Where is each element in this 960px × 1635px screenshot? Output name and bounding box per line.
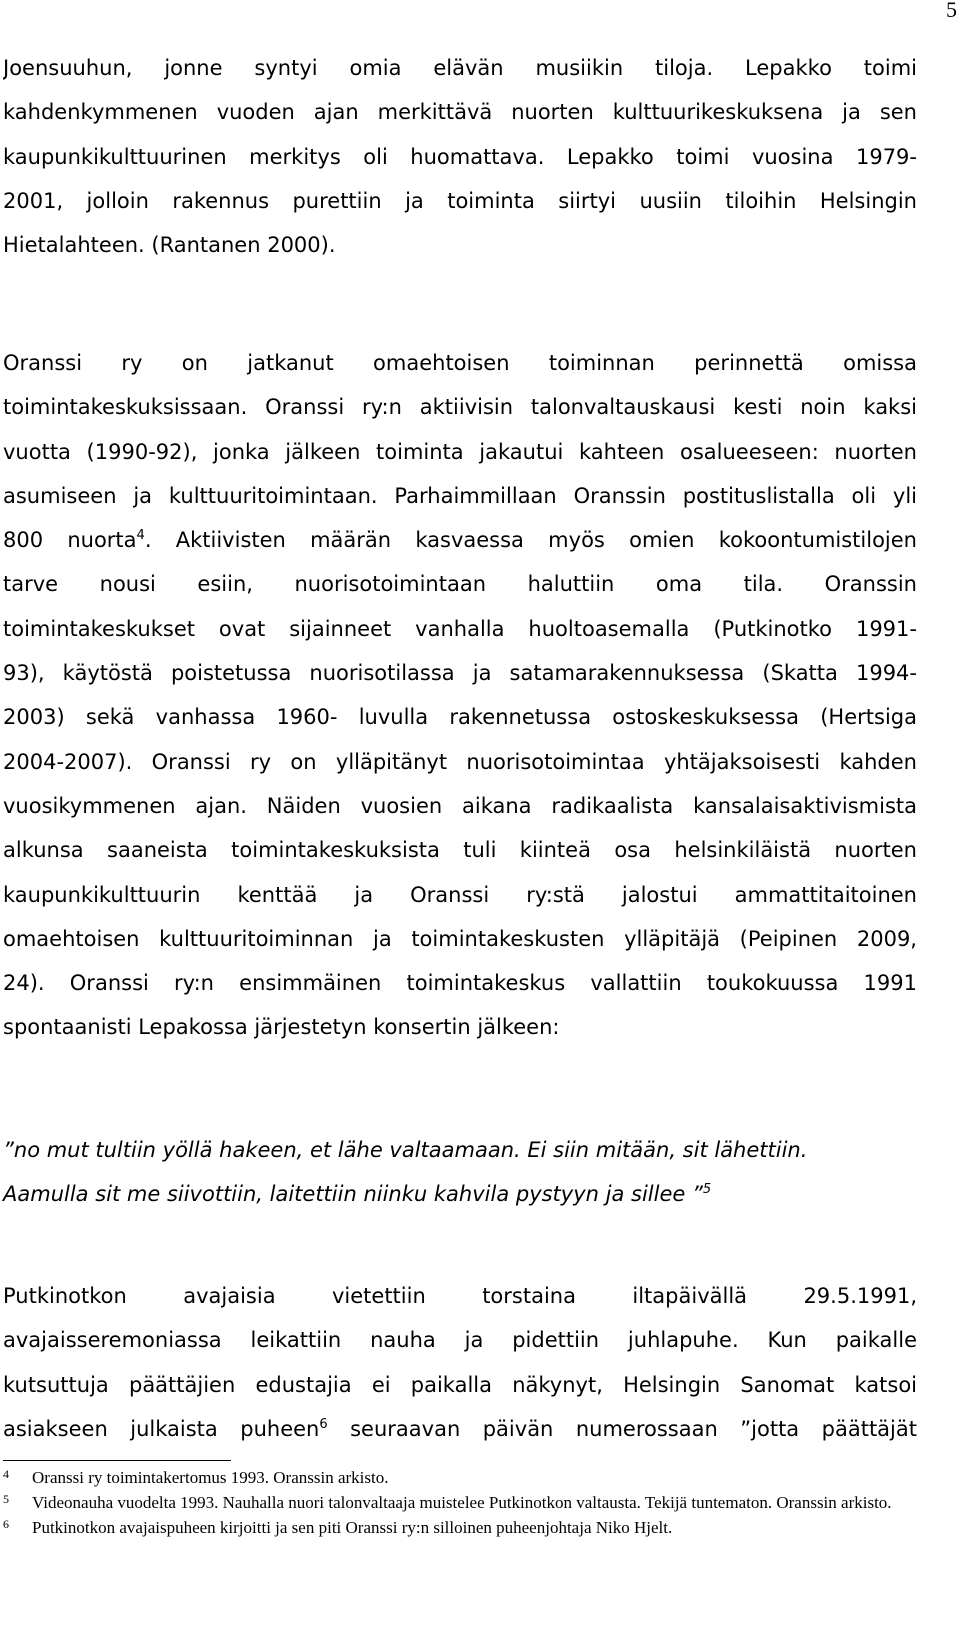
text-fragment: 800 nuorta	[3, 528, 137, 553]
footnote-text: Oranssi ry toimintakertomus 1993. Oranssin arkisto.	[32, 1468, 389, 1487]
footnote-divider	[3, 1460, 231, 1461]
paragraph-line: Hietalahteen. (Rantanen 2000).	[3, 233, 336, 258]
paragraph-line: Oranssi ry on jatkanut omaehtoisen toiminnan perinnettä omissa	[3, 351, 917, 375]
footnote-number: 5	[3, 1492, 9, 1506]
quote-line: ”no mut tultiin yöllä hakeen, et lähe valtaamaan. Ei siin mitään, sit lähettiin.	[3, 1138, 808, 1162]
footnote-ref-5[interactable]: 5	[702, 1182, 712, 1198]
paragraph-line: 2004-2007). Oranssi ry on ylläpitänyt nuorisotoimintaa yhtäjaksoisesti kahden	[3, 749, 917, 774]
paragraph-line	[3, 1407, 917, 1451]
footnote-6	[3, 1517, 917, 1539]
paragraph-line: toimintakeskukset ovat sijainneet vanhalla huoltoasemalla (Putkinotko 1991-	[3, 616, 917, 641]
paragraph-line: avajaisseremoniassa leikattiin nauha ja pidettiin juhlapuhe. Kun paikalle	[3, 1328, 917, 1353]
page-number: 5	[946, 0, 957, 22]
block-quote	[3, 1128, 917, 1217]
paragraph-line: Joensuuhun, jonne syntyi omia elävän musiikin tiloja. Lepakko toimi	[3, 56, 917, 80]
paragraph-2	[3, 341, 917, 1050]
paragraph-line: toimintakeskuksissaan. Oranssi ry:n aktiivisin talonvaltauskausi kesti noin kaksi	[3, 395, 917, 420]
footnote-ref-4[interactable]: 4	[136, 528, 145, 544]
paragraph-line: alkunsa saaneista toimintakeskuksista tuli kiinteä osa helsinkiläistä nuorten	[3, 838, 917, 863]
text-fragment: seuraavan päivän numerossaan ”jotta päättäjät	[327, 1416, 917, 1441]
paragraph-line: vuosikymmenen ajan. Näiden vuosien aikana radikaalista kansalaisaktivismista	[3, 793, 917, 818]
paragraph-line: asumiseen ja kulttuuritoimintaan. Parhaimmillaan Oranssin postituslistalla oli yli	[3, 483, 917, 508]
footnote-text: Videonauha vuodelta 1993. Nauhalla nuori talonvaltaaja muistelee Putkinotkon valtausta. Tekijä tuntematon. Oranssin arkisto.	[32, 1493, 892, 1512]
text-fragment: . Aktiivisten määrän kasvaessa myös omien kokoontumistilojen	[144, 528, 917, 553]
paragraph-line: 24). Oranssi ry:n ensimmäinen toimintakeskus vallattiin toukokuussa 1991	[3, 971, 917, 996]
footnote-4	[3, 1467, 917, 1489]
paragraph-line: kaupunkikulttuurin kenttää ja Oranssi ry:stä jalostui ammattitaitoinen	[3, 882, 917, 907]
paragraph-line: kutsuttuja päättäjien edustajia ei paikalla näkynyt, Helsingin Sanomat katsoi	[3, 1372, 917, 1397]
paragraph-line: 93), käytöstä poistetussa nuorisotilassa ja satamarakennuksessa (Skatta 1994-	[3, 661, 917, 686]
quote-line	[3, 1172, 917, 1216]
paragraph-line: omaehtoisen kulttuuritoiminnan ja toimintakeskusten ylläpitäjä (Peipinen 2009,	[3, 926, 917, 951]
footnote-text: Putkinotkon avajaispuheen kirjoitti ja sen piti Oranssi ry:n silloinen puheenjohtaja Niko Hjelt.	[32, 1518, 673, 1537]
footnote-number: 4	[3, 1467, 9, 1481]
paragraph-line: Putkinotkon avajaisia vietettiin torstaina iltapäivällä 29.5.1991,	[3, 1284, 917, 1308]
paragraph-line: tarve nousi esiin, nuorisotoimintaan haluttiin oma tila. Oranssin	[3, 572, 917, 597]
paragraph-3	[3, 1274, 917, 1451]
text-fragment: Aamulla sit me siivottiin, laitettiin niinku kahvila pystyyn ja sillee ”	[3, 1182, 703, 1207]
paragraph-line: 2003) sekä vanhassa 1960- luvulla rakennetussa ostoskeskuksessa (Hertsiga	[3, 705, 917, 730]
paragraph-line: spontaanisti Lepakossa järjestetyn konsertin jälkeen:	[3, 1015, 560, 1040]
footnotes	[3, 1467, 917, 1542]
paragraph-line: vuotta (1990-92), jonka jälkeen toiminta jakautui kahteen osalueeseen: nuorten	[3, 439, 917, 464]
footnote-5	[3, 1492, 917, 1514]
paragraph-line	[3, 518, 917, 562]
paragraph-line: 2001, jolloin rakennus purettiin ja toiminta siirtyi uusiin tiloihin Helsingin	[3, 188, 917, 213]
footnote-ref-6[interactable]: 6	[319, 1416, 328, 1432]
footnote-number: 6	[3, 1517, 9, 1531]
text-fragment: asiakseen julkaista puheen	[3, 1416, 320, 1441]
paragraph-line: kahdenkymmenen vuoden ajan merkittävä nuorten kulttuurikeskuksena ja sen	[3, 100, 917, 125]
paragraph-1	[3, 46, 917, 267]
paragraph-line: kaupunkikulttuurinen merkitys oli huomattava. Lepakko toimi vuosina 1979-	[3, 144, 917, 169]
